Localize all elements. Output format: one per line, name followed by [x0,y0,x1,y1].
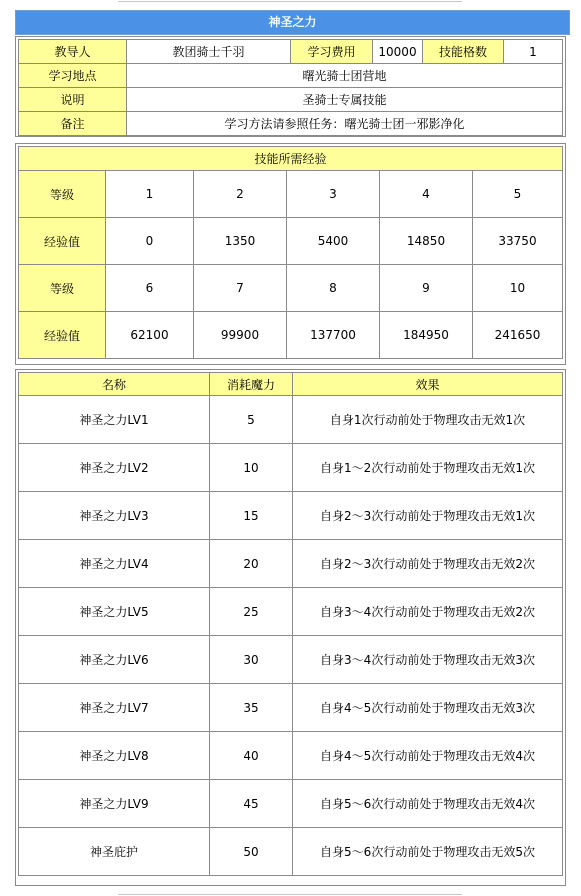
exp-row [19,312,563,359]
exp-cell: 137700 [287,312,380,359]
skill-effect: 自身2～3次行动前处于物理攻击无效2次 [293,540,563,588]
skill-effect: 自身2～3次行动前处于物理攻击无效1次 [293,492,563,540]
info-row [19,88,563,112]
info-table [15,36,566,137]
exp-cell: 0 [106,218,194,265]
level-cell: 8 [287,265,380,312]
skill-mana: 45 [210,780,293,828]
level-cell: 4 [380,171,473,218]
skill-mana: 50 [210,828,293,876]
exp-cell: 5400 [287,218,380,265]
level-cell: 9 [380,265,473,312]
skill-name: 神圣之力LV1 [19,396,210,444]
note-label: 备注 [19,112,127,136]
slots-label: 技能格数 [423,40,504,64]
slots-value: 1 [504,40,563,64]
skill-effect: 自身5～6次行动前处于物理攻击无效5次 [293,828,563,876]
exp-row [19,218,563,265]
col-header-effect: 效果 [293,373,563,396]
bottom-divider [118,894,462,895]
skill-name: 神圣之力LV9 [19,780,210,828]
skill-mana: 10 [210,444,293,492]
skill-row [19,444,563,492]
col-header-mana: 消耗魔力 [210,373,293,396]
level-row [19,171,563,218]
level-cell: 7 [194,265,287,312]
exp-cell: 184950 [380,312,473,359]
skill-mana: 35 [210,684,293,732]
skill-effect: 自身1～2次行动前处于物理攻击无效1次 [293,444,563,492]
skill-row [19,396,563,444]
cost-label: 学习费用 [291,40,373,64]
teacher-value: 教团骑士千羽 [127,40,291,64]
skill-row [19,684,563,732]
skill-mana: 30 [210,636,293,684]
skill-effect: 自身4～5次行动前处于物理攻击无效3次 [293,684,563,732]
exp-cell: 14850 [380,218,473,265]
exp-header: 技能所需经验 [19,147,563,171]
cost-value: 10000 [373,40,423,64]
skill-effect: 自身3～4次行动前处于物理攻击无效3次 [293,636,563,684]
skill-name: 神圣之力LV4 [19,540,210,588]
skill-mana: 20 [210,540,293,588]
skill-name: 神圣庇护 [19,828,210,876]
level-cell: 3 [287,171,380,218]
skills-header-row [19,373,563,396]
level-row [19,265,563,312]
skill-name: 神圣之力LV8 [19,732,210,780]
exp-cell: 1350 [194,218,287,265]
exp-label: 经验值 [19,218,106,265]
skill-mana: 25 [210,588,293,636]
skill-mana: 5 [210,396,293,444]
exp-label: 经验值 [19,312,106,359]
info-row [19,112,563,136]
skill-name: 神圣之力LV5 [19,588,210,636]
skill-row [19,540,563,588]
skill-effect: 自身4～5次行动前处于物理攻击无效4次 [293,732,563,780]
exp-cell: 241650 [473,312,563,359]
skill-name: 神圣之力LV6 [19,636,210,684]
skill-row [19,732,563,780]
level-label: 等级 [19,171,106,218]
skill-name: 神圣之力LV2 [19,444,210,492]
skill-row [19,828,563,876]
level-label: 等级 [19,265,106,312]
level-cell: 2 [194,171,287,218]
info-row [19,40,563,64]
skill-effect: 自身1次行动前处于物理攻击无效1次 [293,396,563,444]
exp-cell: 99900 [194,312,287,359]
top-divider [118,1,462,2]
skill-mana: 40 [210,732,293,780]
exp-cell: 62100 [106,312,194,359]
skill-name: 神圣之力LV7 [19,684,210,732]
skill-effect: 自身3～4次行动前处于物理攻击无效2次 [293,588,563,636]
skill-row [19,636,563,684]
level-cell: 10 [473,265,563,312]
skill-mana: 15 [210,492,293,540]
skills-table [15,369,566,886]
skill-row [19,492,563,540]
skill-row [19,780,563,828]
note-value: 学习方法请参照任务：曙光骑士团一邪影净化 [127,112,563,136]
skill-title: 神圣之力 [15,10,570,35]
desc-value: 圣骑士专属技能 [127,88,563,112]
skill-name: 神圣之力LV3 [19,492,210,540]
desc-label: 说明 [19,88,127,112]
level-cell: 6 [106,265,194,312]
col-header-name: 名称 [19,373,210,396]
teacher-label: 教导人 [19,40,127,64]
level-cell: 5 [473,171,563,218]
level-cell: 1 [106,171,194,218]
exp-cell: 33750 [473,218,563,265]
exp-table [15,143,566,365]
info-row [19,64,563,88]
location-label: 学习地点 [19,64,127,88]
location-value: 曙光骑士团营地 [127,64,563,88]
skill-effect: 自身5～6次行动前处于物理攻击无效4次 [293,780,563,828]
skill-row [19,588,563,636]
